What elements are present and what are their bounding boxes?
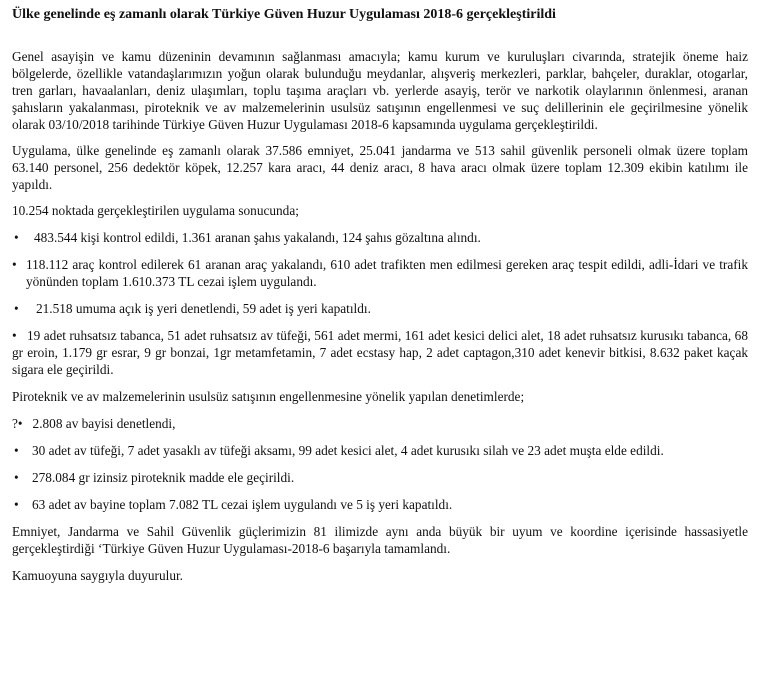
results-intro: 10.254 noktada gerçekleştirilen uygulama sonucunda; <box>12 203 299 218</box>
inspection-text: 278.084 gr izinsiz piroteknik madde ele geçirildi. <box>32 470 295 485</box>
participation-paragraph: Uygulama, ülke genelinde eş zamanlı olarak 37.586 emniyet, 25.041 jandarma ve 513 sahil güvenlik personeli olmak üzere toplam 63.140 personel, 256 dedektör köpek, 12.257 kara aracı, 44 deniz aracı, 8 hava aracı olmak üzere toplam 12.309 ekibin katılımı ile yapıldı. <box>12 143 748 192</box>
bullet-icon: • <box>14 230 19 245</box>
document <box>12 6 748 584</box>
bullet-icon: • <box>12 328 17 343</box>
inspection-item <box>12 496 748 513</box>
bullet-icon: • <box>14 497 19 512</box>
result-text <box>12 327 748 378</box>
result-text: 483.544 kişi kontrol edildi, 1.361 aranan şahıs yakalandı, 124 şahıs gözaltına alındı. <box>34 230 481 245</box>
bullet-icon: • <box>14 301 19 316</box>
inspection-item <box>12 415 748 432</box>
intro-paragraph: Genel asayişin ve kamu düzeninin devamının sağlanması amacıyla; kamu kurum ve kuruluşları civarında, stratejik öneme haiz bölgelerde, özellikle vatandaşlarımızın yoğun olarak bulunduğu meydanlar, alışveriş merkezleri, parklar, bahçeler, duraklar, otogarlar, tren garları, havaalanları, deniz ulaşımları, toplu taşıma araçları vb. yerlerde asayiş, terör ve narkotik olaylarının önlenmesi, aranan şahısların yakalanması, piroteknik ve av malzemelerinin usulsüz satışının engellenmesi ve suç delillerinin ele geçirilmesine yönelik olarak 03/10/2018 tarihinde Türkiye Güven Huzur Uygulaması 2018-6 kapsamında uygulama gerçekleştirildi. <box>12 49 748 132</box>
inspection-text: 30 adet av tüfeği, 7 adet yasaklı av tüfeği aksamı, 99 adet kesici alet, 4 adet kurusıkı silah ve 23 adet muşta elde edildi. <box>32 443 664 458</box>
result-item <box>12 300 748 317</box>
result-text-body: 19 adet ruhsatsız tabanca, 51 adet ruhsatsız av tüfeği, 561 adet mermi, 161 adet kesici delici alet, 18 adet ruhsatsız kurusıkı tabanca, 68 gr eroin, 1.179 gr esrar, 9 gr bonzai, 1gr metamfetamin, 7 adet ecstasy hap, 2 adet captagon,310 adet kenevir bitkisi, 8.632 paket kaçak sigara ele geçirildi. <box>12 328 748 377</box>
bullet-icon: • <box>14 470 19 485</box>
inspection-text: 2.808 av bayisi denetlendi, <box>32 416 176 431</box>
bullet-icon: • <box>14 443 19 458</box>
announcement-line: Kamuoyuna saygıyla duyurulur. <box>12 568 183 583</box>
result-item <box>12 256 748 290</box>
inspection-item <box>12 469 748 486</box>
closing-paragraph: Emniyet, Jandarma ve Sahil Güvenlik güçlerimizin 81 ilimizde aynı anda büyük bir uyum ve koordine içerisinde hassasiyetle gerçekleştirdiği ‘Türkiye Güven Huzur Uygulaması-2018-6 başarıyla tamamlandı. <box>12 524 748 556</box>
result-text: 118.112 araç kontrol edilerek 61 aranan araç yakalandı, 610 adet trafikten men edilmesi gereken araç tespit edildi, adli-İdari ve trafik yönünden toplam 1.610.373 TL cezai işlem uygulandı. <box>26 257 748 289</box>
result-item <box>12 229 748 246</box>
question-prefix: ? <box>12 416 18 431</box>
result-text: 21.518 umuma açık iş yeri denetlendi, 59 adet iş yeri kapatıldı. <box>36 301 371 316</box>
inspection-item <box>12 442 748 459</box>
inspections-intro: Piroteknik ve av malzemelerinin usulsüz satışının engellenmesine yönelik yapılan denetimlerde; <box>12 389 525 404</box>
bullet-icon: • <box>17 416 23 431</box>
document-title: Ülke genelinde eş zamanlı olarak Türkiye Güven Huzur Uygulaması 2018-6 gerçekleştirildi <box>12 7 556 22</box>
inspection-text: 63 adet av bayine toplam 7.082 TL cezai işlem uygulandı ve 5 iş yeri kapatıldı. <box>32 497 453 512</box>
result-item <box>12 327 748 378</box>
bullet-icon: • <box>12 257 17 272</box>
